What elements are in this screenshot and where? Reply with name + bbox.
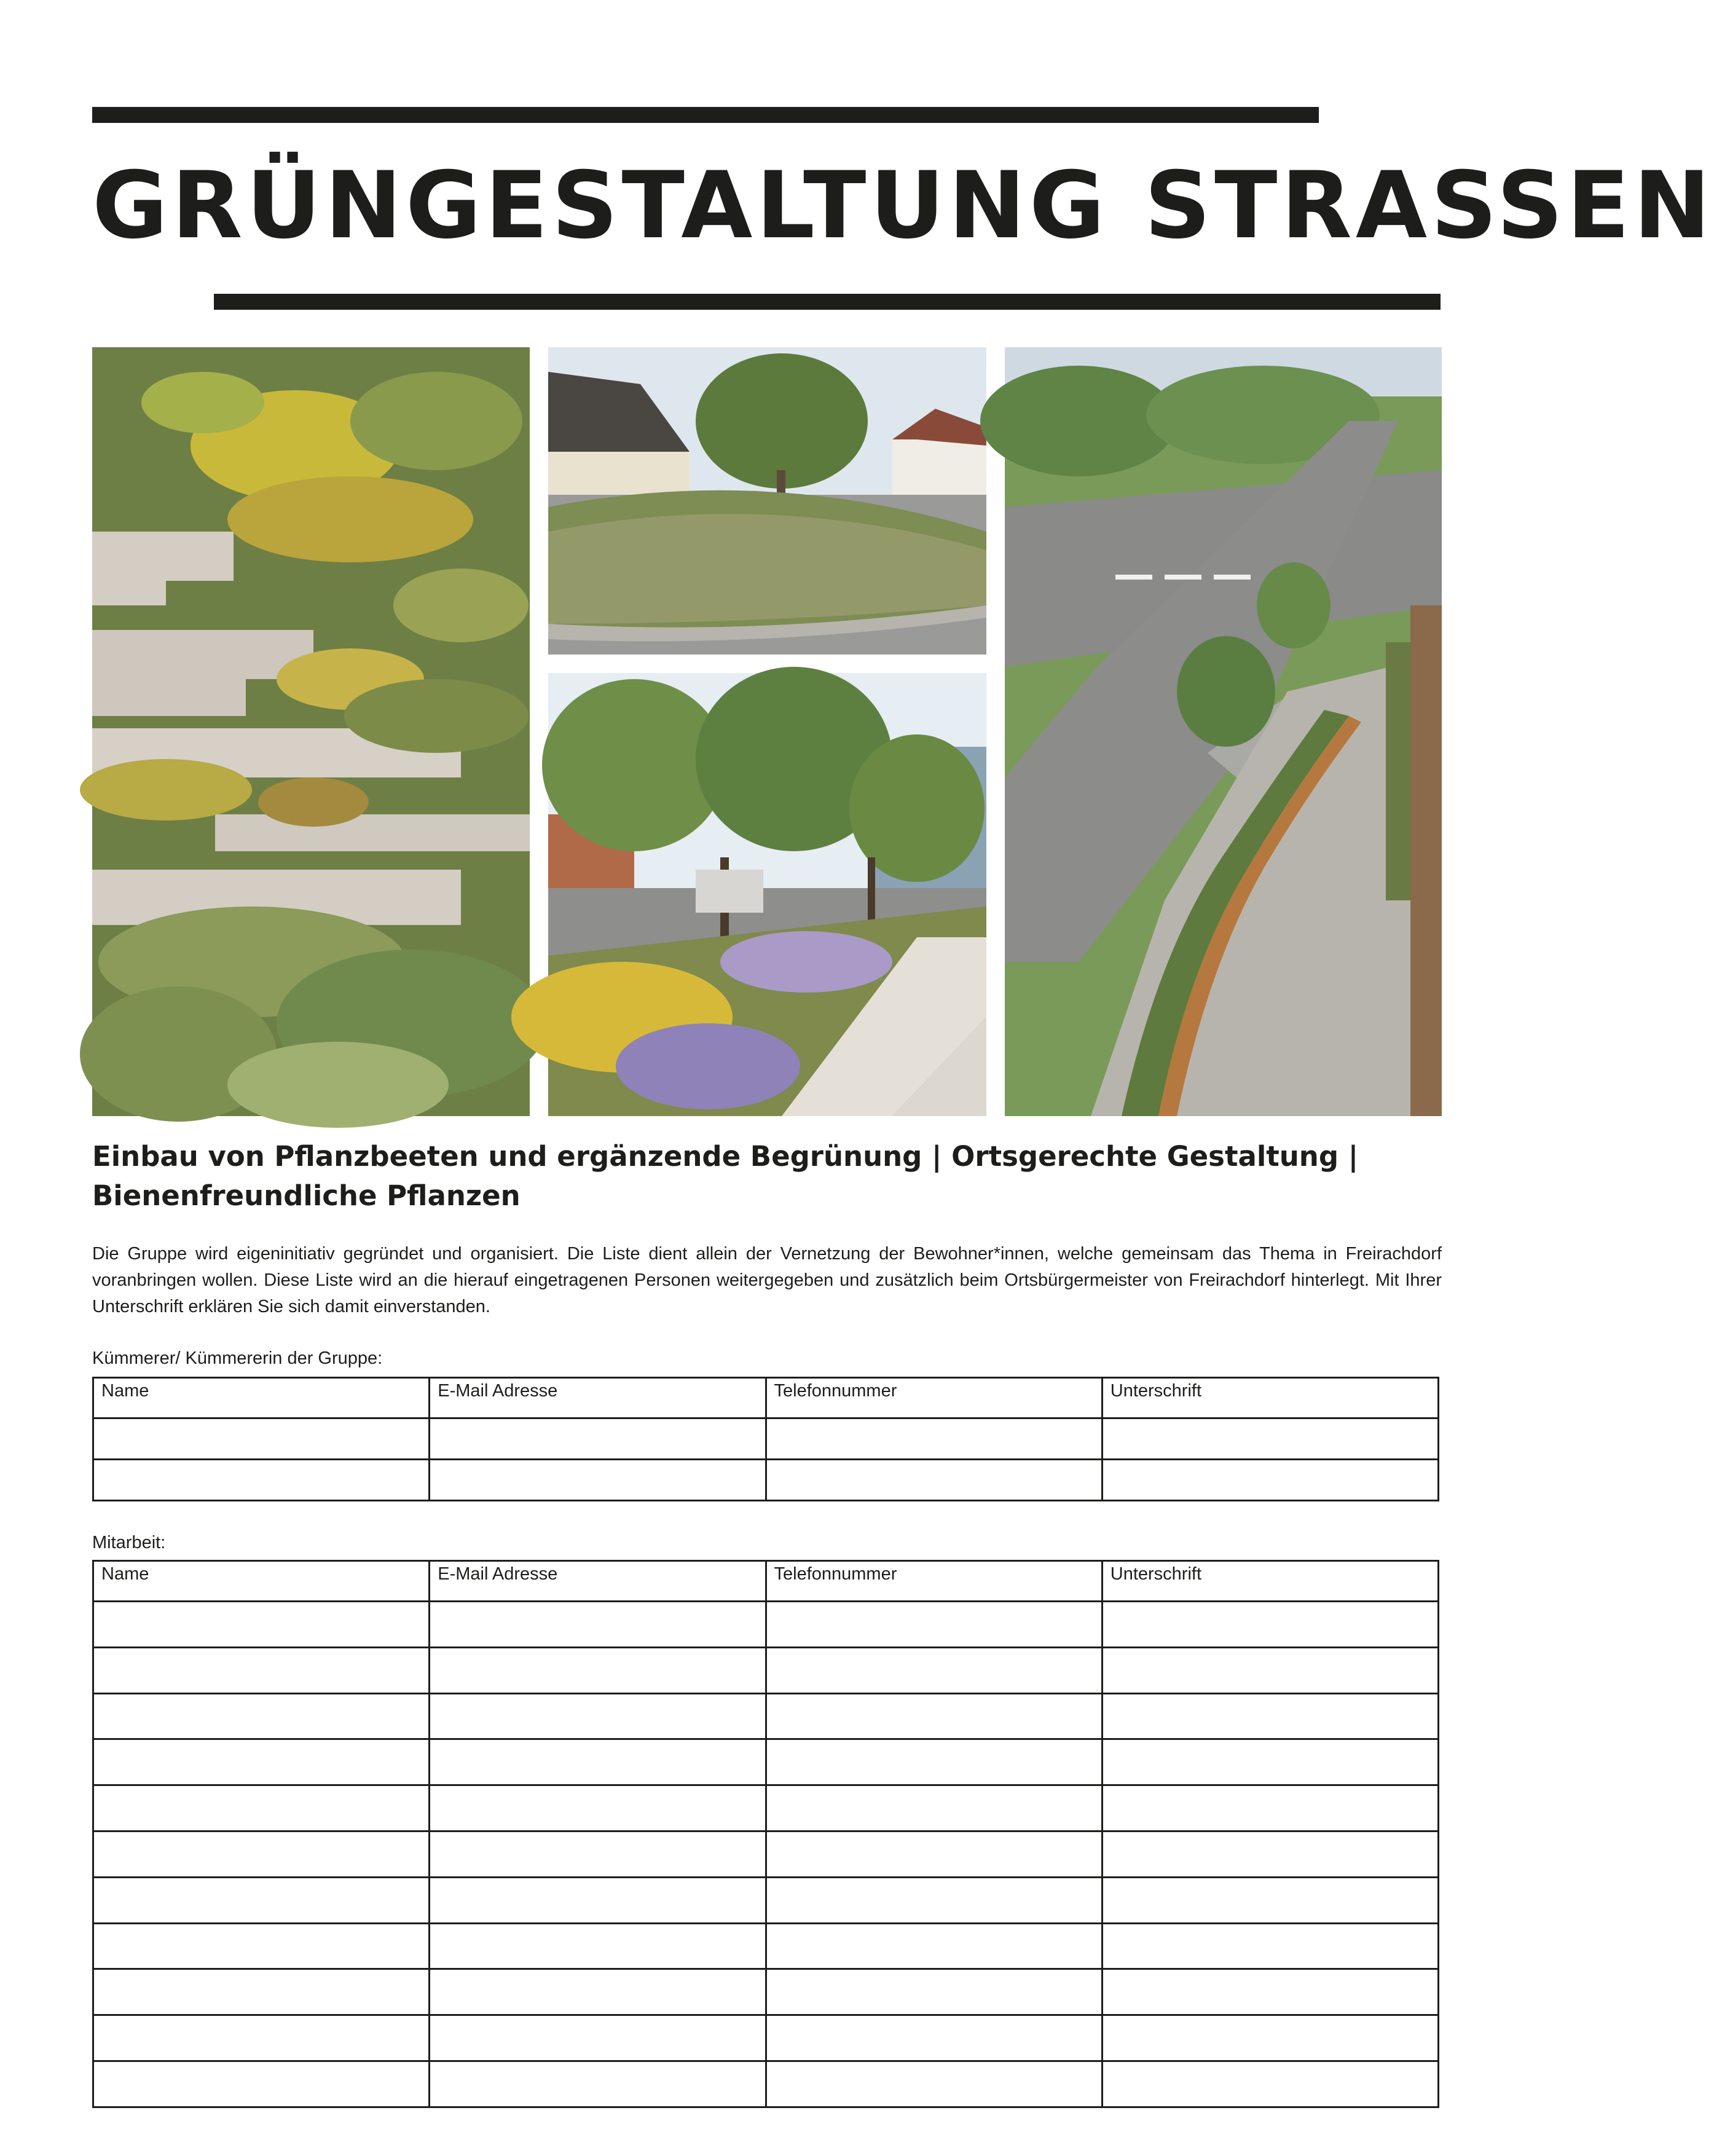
email-cell[interactable]	[430, 1418, 766, 1460]
table-row	[93, 1418, 1439, 1460]
email-cell[interactable]	[430, 1831, 766, 1877]
table-row	[93, 1739, 1439, 1785]
table-header-row	[93, 1378, 1439, 1418]
phone-cell[interactable]	[766, 2015, 1102, 2061]
subtitle-line-2: Bienenfreundliche Pflanzen	[92, 1179, 521, 1212]
organizer-section-label: Kümmerer/ Kümmererin der Gruppe:	[92, 1348, 383, 1368]
name-cell[interactable]	[93, 1923, 430, 1969]
column-header-email: E-Mail Adresse	[430, 1561, 766, 1602]
signature-cell[interactable]	[1102, 1460, 1438, 1501]
name-cell[interactable]	[93, 1602, 430, 1648]
table-row	[93, 1785, 1439, 1831]
signature-cell[interactable]	[1102, 1739, 1438, 1785]
members-table	[92, 1560, 1439, 2108]
table-header-row	[93, 1561, 1439, 1602]
name-cell[interactable]	[93, 1969, 430, 2015]
email-cell[interactable]	[430, 1647, 766, 1693]
phone-cell[interactable]	[766, 1602, 1102, 1648]
members-section-label: Mitarbeit:	[92, 1533, 166, 1552]
signature-cell[interactable]	[1102, 2015, 1438, 2061]
top-rule	[92, 107, 1319, 123]
phone-cell[interactable]	[766, 1693, 1102, 1739]
signature-cell[interactable]	[1102, 1693, 1438, 1739]
phone-cell[interactable]	[766, 1785, 1102, 1831]
table-row	[93, 1877, 1439, 1923]
email-cell[interactable]	[430, 1923, 766, 1969]
column-header-name: Name	[93, 1378, 430, 1418]
name-cell[interactable]	[93, 2015, 430, 2061]
phone-cell[interactable]	[766, 1460, 1102, 1501]
table-row	[93, 1923, 1439, 1969]
column-header-signature: Unterschrift	[1102, 1378, 1438, 1418]
photo-planting-bed	[92, 347, 530, 1116]
topic-subtitle	[92, 1137, 1444, 1216]
phone-cell[interactable]	[766, 1739, 1102, 1785]
signature-cell[interactable]	[1102, 2061, 1438, 2107]
phone-cell[interactable]	[766, 1647, 1102, 1693]
email-cell[interactable]	[430, 2061, 766, 2107]
column-header-name: Name	[93, 1561, 430, 1602]
email-cell[interactable]	[430, 1877, 766, 1923]
column-header-signature: Unterschrift	[1102, 1561, 1438, 1602]
column-header-email: E-Mail Adresse	[430, 1378, 766, 1418]
name-cell[interactable]	[93, 2061, 430, 2107]
table-row	[93, 1693, 1439, 1739]
name-cell[interactable]	[93, 1647, 430, 1693]
photo-street-aerial-view	[1005, 347, 1442, 1116]
phone-cell[interactable]	[766, 1418, 1102, 1460]
phone-cell[interactable]	[766, 1831, 1102, 1877]
subtitle-line-1: Einbau von Pflanzbeeten und ergänzende Begrünung | Ortsgerechte Gestaltung |	[92, 1140, 1359, 1173]
name-cell[interactable]	[93, 1877, 430, 1923]
phone-cell[interactable]	[766, 1969, 1102, 2015]
email-cell[interactable]	[430, 1785, 766, 1831]
organizer-table	[92, 1377, 1439, 1501]
column-header-phone: Telefonnummer	[766, 1561, 1102, 1602]
phone-cell[interactable]	[766, 1923, 1102, 1969]
signature-cell[interactable]	[1102, 1969, 1438, 2015]
bottom-rule	[214, 294, 1441, 310]
name-cell[interactable]	[93, 1693, 430, 1739]
signature-cell[interactable]	[1102, 1923, 1438, 1969]
email-cell[interactable]	[430, 2015, 766, 2061]
email-cell[interactable]	[430, 1969, 766, 2015]
signature-cell[interactable]	[1102, 1418, 1438, 1460]
photo-roundabout-planting	[548, 347, 986, 655]
table-row	[93, 1969, 1439, 2015]
name-cell[interactable]	[93, 1418, 430, 1460]
name-cell[interactable]	[93, 1460, 430, 1501]
table-row	[93, 2061, 1439, 2107]
email-cell[interactable]	[430, 1602, 766, 1648]
table-row	[93, 1602, 1439, 1648]
signature-cell[interactable]	[1102, 1602, 1438, 1648]
phone-cell[interactable]	[766, 1877, 1102, 1923]
phone-cell[interactable]	[766, 2061, 1102, 2107]
name-cell[interactable]	[93, 1785, 430, 1831]
page-title: GRÜNGESTALTUNG STRASSEN	[92, 152, 1714, 259]
email-cell[interactable]	[430, 1460, 766, 1501]
intro-paragraph: Die Gruppe wird eigeninitiativ gegründet und organisiert. Die Liste dient allein der Vernetzung der Bewohner*innen, welche gemeinsam das Thema in Freirachdorf voranbringen wollen. Diese Liste wird an die hierauf eingetragenen Personen weitergegeben und zusätzlich beim Ortsbürgermeister von Freirachdorf hinterlegt. Mit Ihrer Unterschrift erklären Sie sich damit einverstanden.	[92, 1244, 1442, 1316]
table-row	[93, 2015, 1439, 2061]
name-cell[interactable]	[93, 1831, 430, 1877]
table-row	[93, 1647, 1439, 1693]
table-row	[93, 1460, 1439, 1501]
photo-street-planting-strip	[548, 673, 986, 1116]
email-cell[interactable]	[430, 1739, 766, 1785]
table-row	[93, 1831, 1439, 1877]
email-cell[interactable]	[430, 1693, 766, 1739]
signature-cell[interactable]	[1102, 1877, 1438, 1923]
column-header-phone: Telefonnummer	[766, 1378, 1102, 1418]
signature-cell[interactable]	[1102, 1785, 1438, 1831]
name-cell[interactable]	[93, 1739, 430, 1785]
signature-cell[interactable]	[1102, 1831, 1438, 1877]
signature-cell[interactable]	[1102, 1647, 1438, 1693]
